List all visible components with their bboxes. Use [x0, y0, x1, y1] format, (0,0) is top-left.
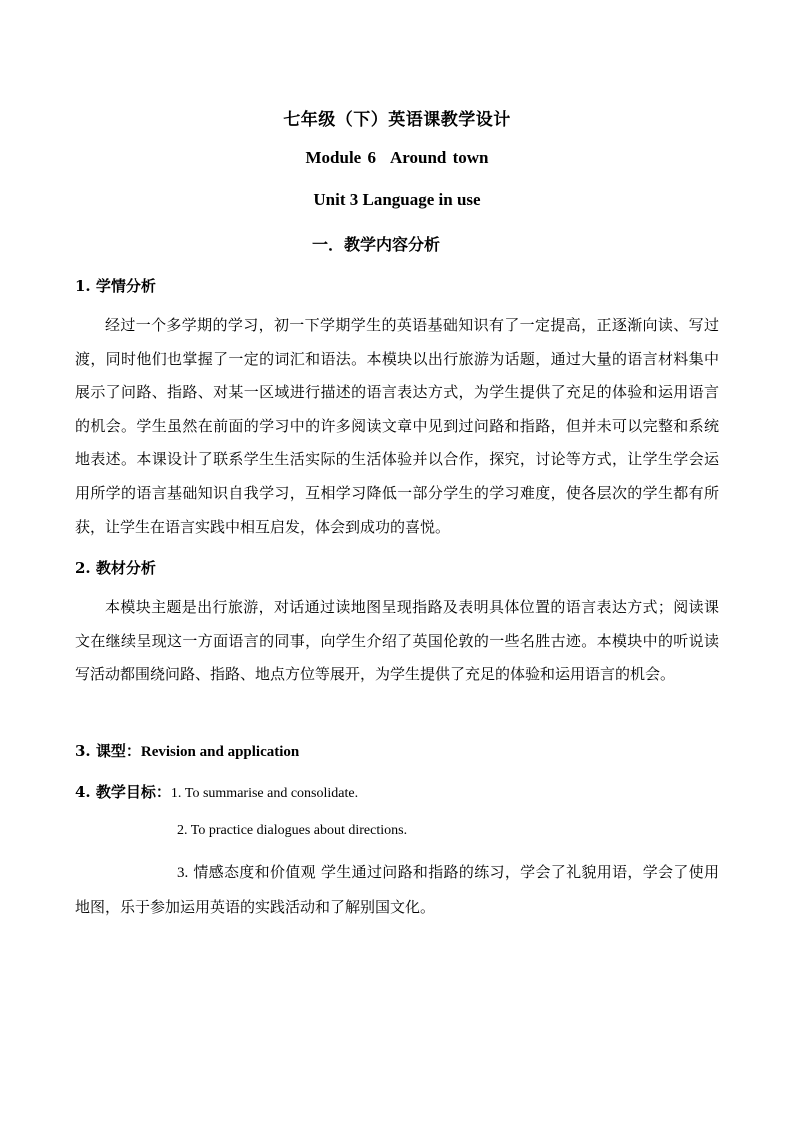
part3-line — [75, 740, 299, 761]
part2-paragraph: 本模块主题是出行旅游，对话通过读地图呈现指路及表明具体位置的语言表达方式；阅读课文在继续呈现这一方面语言的同事，向学生介绍了英国伦敦的一些名胜古迹。本模块中的听说读写活动都围绕问路、指路、地点方位等展开，为学生提供了充足的体验和运用语言的机会。 — [75, 598, 719, 684]
part4-label: 4. 教学目标： — [75, 783, 171, 801]
goal-3-number: 3. — [177, 865, 189, 881]
part3-label: 3. 课型： — [75, 742, 141, 760]
goal-2: 2. To practice dialogues about directions. — [177, 823, 408, 838]
document-title: 七年级（下）英语课教学设计 — [283, 110, 511, 130]
goal-1: 1. To summarise and consolidate. — [170, 786, 359, 801]
module-name: Around town — [389, 148, 489, 167]
goal-3 — [75, 856, 719, 924]
part3-value: Revision and application — [140, 744, 300, 760]
unit-title: Unit 3 Language in use — [313, 190, 481, 209]
section-heading: 一．教学内容分析 — [312, 235, 441, 254]
part1-paragraph: 经过一个多学期的学习，初一下学期学生的英语基础知识有了一定提高，正逐渐向读、写过渡，同时他们也掌握了一定的词汇和语法。本模块以出行旅游为话题，通过大量的语言材料集中展示了问路、指路、对某一区域进行描述的语言表达方式，为学生提供了充足的体验和运用语言的机会。学生虽然在前面的学习中的许多阅读文章中见到过问路和指路，但并未可以完整和系统地表述。本课设计了联系学生生活实际的生活体验并以合作，探究，讨论等方式，让学生学会运用所学的语言基础知识自我学习，互相学习降低一部分学生的学习难度，使各层次的学生都有所获，让学生在语言实践中相互启发，体会到成功的喜悦。 — [75, 316, 719, 536]
goal-3-text: 情感态度和价值观 学生通过问路和指路的练习，学会了礼貌用语，学会了使用地图，乐于参加运用英语的实践活动和了解别国文化。 — [75, 863, 719, 916]
module-title — [0, 148, 794, 168]
part2-heading: 2. 教材分析 — [75, 559, 156, 577]
module-number: Module 6 — [305, 148, 376, 167]
part4-line — [75, 781, 358, 802]
part1-heading: 1. 学情分析 — [75, 277, 156, 295]
